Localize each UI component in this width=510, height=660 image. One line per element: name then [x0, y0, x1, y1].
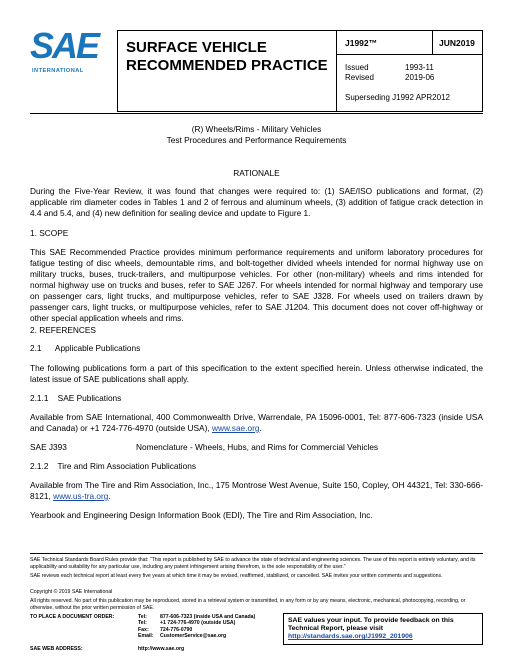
applicable-publications-heading: 2.1 Applicable Publications	[30, 343, 141, 353]
footer-copyright: Copyright © 2019 SAE International	[30, 589, 113, 595]
reference-title: Nomenclature - Wheels, Hubs, and Rims for Commercial Vehicles	[136, 442, 379, 452]
document-number: J1992™	[345, 38, 378, 48]
order-label: TO PLACE A DOCUMENT ORDER:	[30, 614, 115, 620]
web-label: SAE WEB ADDRESS:	[30, 646, 83, 652]
document-category-box	[117, 30, 337, 112]
footer-review: SAE reviews each technical report at least every five years at which time it may be revised, reaffirmed, stabilized, or cancelled. SAE invites your written comments and suggestions.	[30, 573, 443, 579]
sae-web-address[interactable]: http://www.sae.org	[138, 646, 185, 652]
yearbook-reference: Yearbook and Engineering Design Information Book (EDI), The Tire and Rim Association, Inc.	[30, 510, 373, 520]
tra-publications-heading: 2.1.2 Tire and Rim Association Publications	[30, 461, 197, 471]
footer-rights: All rights reserved. No part of this publication may be reproduced, stored in a retrieval system or transmitted, in any form or by any means, electronic, mechanical, photocopying, recording, or otherwise, without the prior written permission of SAE.	[30, 598, 466, 611]
header-divider	[30, 113, 483, 114]
document-date-box	[432, 30, 483, 55]
reference-code: SAE J393	[30, 442, 67, 452]
revised-row: Revised 2019-06	[345, 73, 435, 82]
tra-website-link[interactable]: www.us-tra.org	[53, 491, 109, 501]
footer-divider	[30, 553, 483, 554]
contact-details: Tel: 877-606-7323 (inside USA and Canada) Tel: +1 724-776-4970 (outside USA) Fax: 724-776-0790 Email: CustomerService@sae.org	[138, 614, 256, 640]
tel-international: +1 724-776-4970 (outside USA)	[160, 620, 236, 627]
sae-publications-heading: 2.1.1 SAE Publications	[30, 393, 122, 403]
rationale-heading: RATIONALE	[233, 168, 280, 178]
superseding-text: Superseding J1992 APR2012	[345, 93, 450, 102]
issue-info-box	[336, 55, 483, 112]
email-address: CustomerService@sae.org	[160, 633, 227, 640]
footer-rules: SAE Technical Standards Board Rules provide that: “This report is published by SAE to advance the state of technical and engineering sciences. The use of this report is entirely voluntary, and its applicability and suitability for any particular use, including any patent infringement arising therefrom, is the sole responsibility of the user.”	[30, 557, 476, 570]
sae-website-link[interactable]: www.sae.org	[211, 423, 260, 433]
sae-j393-reference	[30, 442, 378, 452]
scope-heading: 1. SCOPE	[30, 228, 69, 238]
document-category: SURFACE VEHICLE RECOMMENDED PRACTICE	[126, 39, 328, 74]
references-heading: 2. REFERENCES	[30, 325, 96, 335]
issued-row: Issued 1993-11	[345, 63, 434, 72]
logo-text: SAE	[30, 25, 99, 66]
logo-subtext: INTERNATIONAL	[32, 68, 84, 74]
scope-text: This SAE Recommended Practice provides minimum performance requirements and uniform laboratory procedures for fatigue testing of disc wheels, demountable rims, and bolt-together divided wheels intended for normal highway use on military trucks, buses, truck-trailers, and multipurpose vehicles. For other (non-military) wheels and rims intended for normal highway use on trucks and buses, refer to SAE J267. For wheels intended for normal highway and temporary use on passenger cars, light trucks, and multipurpose vehicles, refer to SAE J328. For wheels used on trailers drawn by passenger cars, light trucks, or multipurpose vehicles, refer to SAE J1204. This document does not cover off-highway or other special application wheels and rims.	[30, 247, 483, 323]
applicable-publications-text: The following publications form a part of this specification to the extent specified herein. Unless otherwise indicated, the latest issue of SAE publications shall apply.	[30, 363, 483, 384]
feedback-box: SAE values your input. To provide feedback on this Technical Report, please visit http://standards.sae.org/J1992_201906	[283, 613, 483, 645]
document-date: JUN2019	[439, 38, 475, 48]
document-number-box	[336, 30, 432, 55]
feedback-link[interactable]: http://standards.sae.org/J1992_201906	[288, 633, 413, 640]
fax-number: 724-776-0790	[160, 626, 193, 633]
tel-domestic: 877-606-7323 (inside USA and Canada)	[160, 614, 256, 620]
document-title-line2: Test Procedures and Performance Requirements	[166, 135, 347, 145]
sae-publications-text: Available from SAE International, 400 Commonwealth Drive, Warrendale, PA 15096-0001, Tel: 877-606-7323 (inside USA and Canada) or +1 724-776-4970 (outside USA), www.sae.org.	[30, 412, 483, 433]
sae-logo	[30, 25, 110, 78]
document-title-line1: (R) Wheels/Rims - Military Vehicles	[191, 124, 322, 134]
tra-publications-text: Available from The Tire and Rim Association, Inc., 175 Montrose West Avenue, Suite 150, Copley, OH 44321, Tel: 330-666-8121, www.us-tra.org.	[30, 480, 483, 501]
rationale-text: During the Five-Year Review, it was found that changes were required to: (1) SAE/ISO publications and format, (2) applicable rim diameter codes in Tables 1 and 2 of ferrous and aluminum wheels, (3) addition of fatigue crack detection in 4.4 and 5.4, and (4) new definition for sealing device and update to Figure 1.	[30, 186, 483, 218]
